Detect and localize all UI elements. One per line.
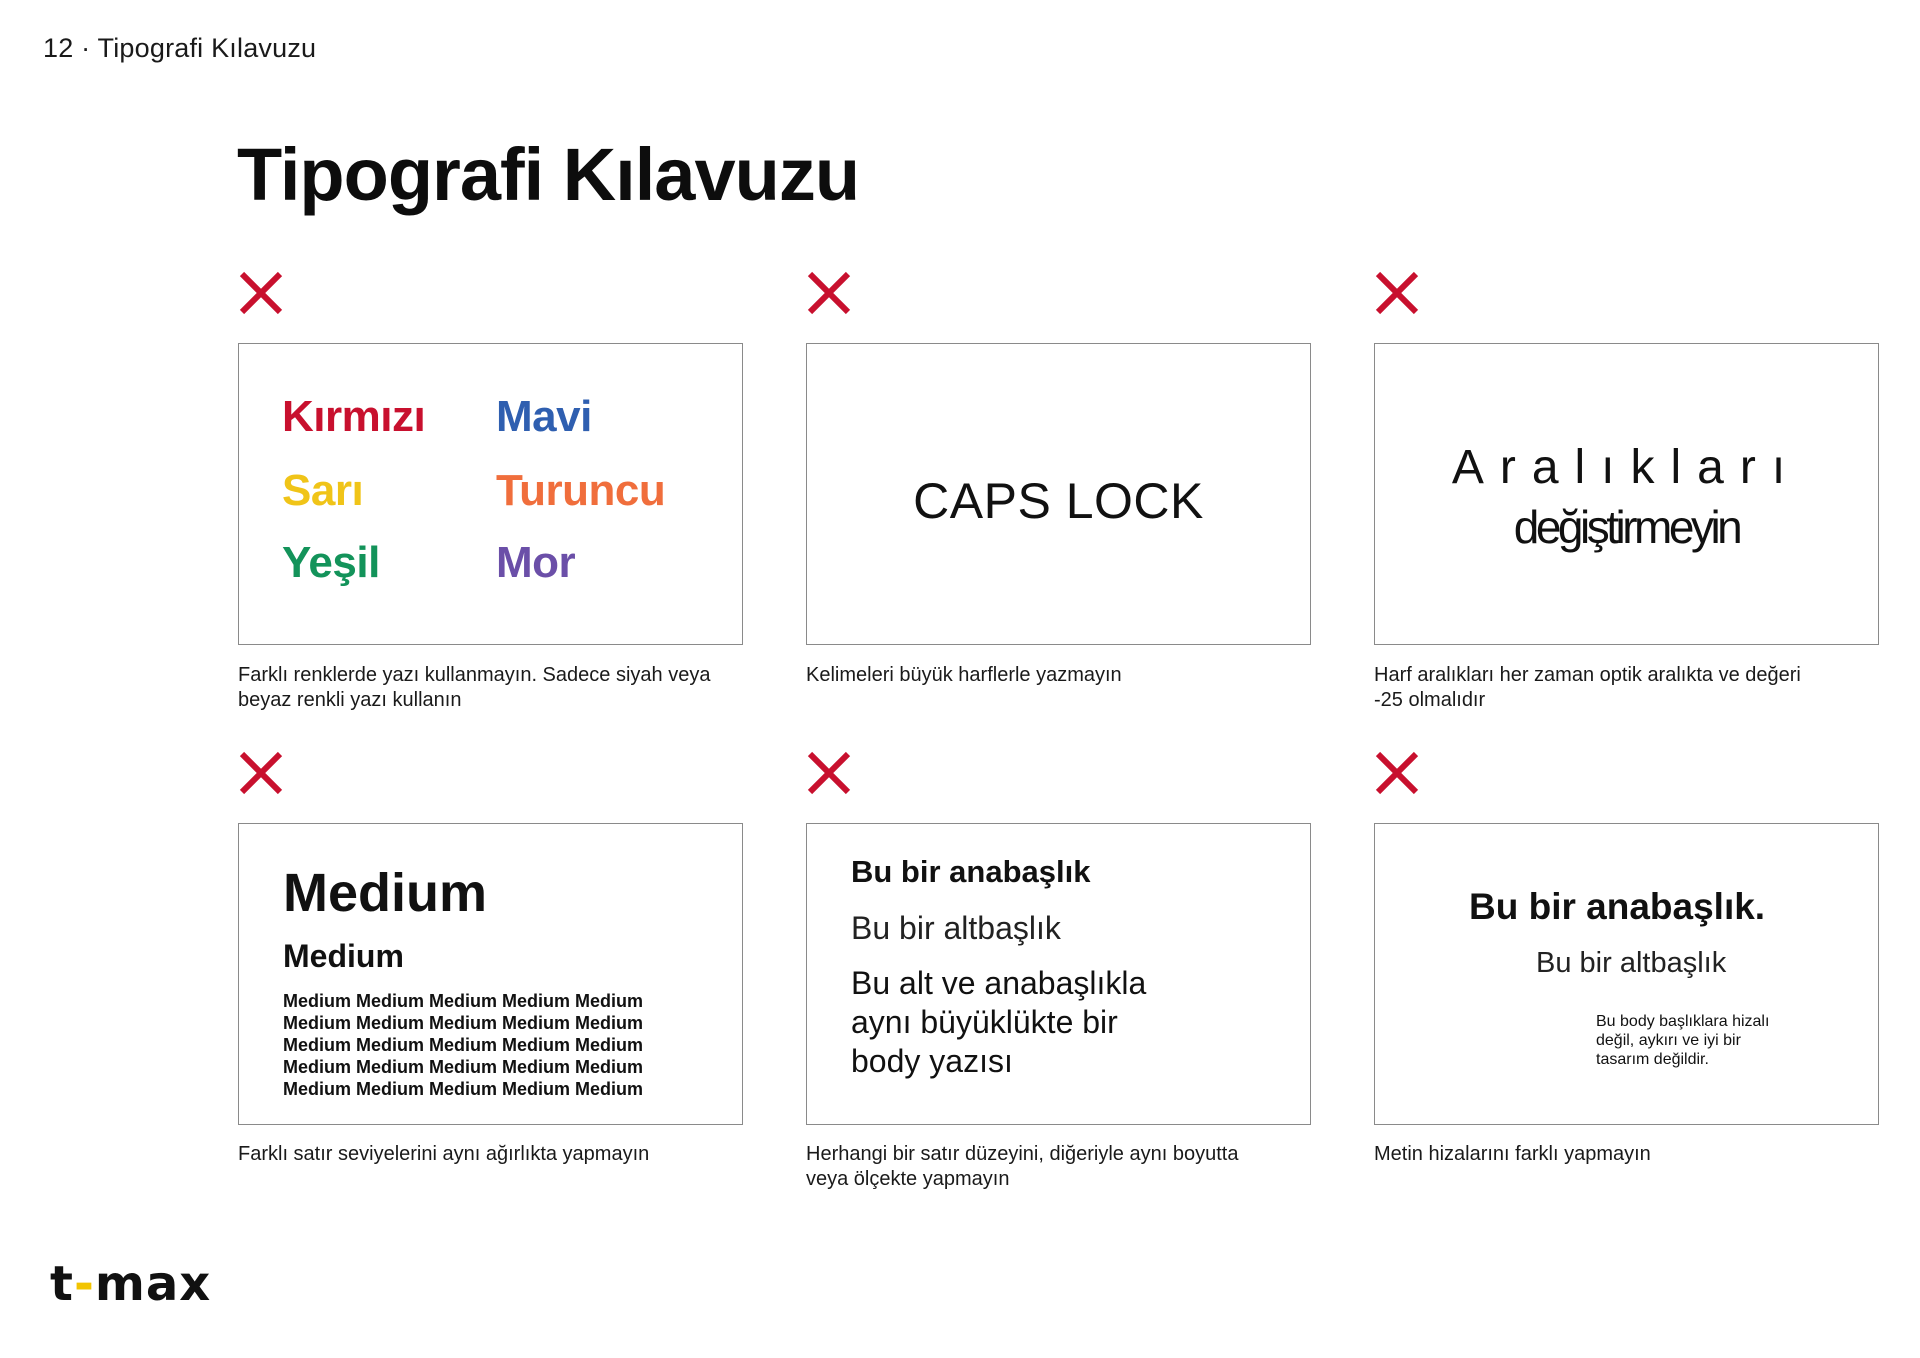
same-size-subheading: Bu bir altbaşlık xyxy=(851,910,1061,946)
caption-alignment: Metin hizalarını farklı yapmayın xyxy=(1374,1143,1651,1165)
page-title: Tipografi Kılavuzu xyxy=(237,133,860,216)
card-alignment xyxy=(1374,823,1879,1125)
card-caps xyxy=(806,343,1311,645)
caption-weights: Farklı satır seviyelerini aynı ağırlıkta yapmayın xyxy=(238,1143,650,1165)
alignment-body: Bu body başlıklara hizalı değil, aykırı ve iyi bir tasarım değildir. xyxy=(1596,1013,1770,1068)
color-word-green: Yeşil xyxy=(282,538,380,587)
color-word-purple: Mor xyxy=(496,538,576,587)
color-word-yellow: Sarı xyxy=(282,466,364,515)
caption-colors: Farklı renklerde yazı kullanmayın. Sadece siyah veya beyaz renkli yazı kullanın xyxy=(238,664,711,711)
card-weights xyxy=(238,823,743,1125)
color-word-blue: Mavi xyxy=(496,392,592,441)
weight-small-block: Medium Medium Medium Medium Medium Medium Medium Medium Medium Medium Medium Medium Medium Medium Medium Medium Medium Medium Medium Medium Medium Medium Medium Medium Medium xyxy=(283,991,644,1099)
color-word-orange: Turuncu xyxy=(496,466,666,515)
color-word-red: Kırmızı xyxy=(282,392,426,441)
same-size-body: Bu alt ve anabaşlıkla aynı büyüklükte bir body yazısı xyxy=(851,965,1147,1079)
tight-spacing-text: değiştirmeyin xyxy=(1513,501,1740,553)
tmax-logo: t-max xyxy=(50,1256,212,1312)
page-header: 12 · Tipografi Kılavuzu xyxy=(43,33,317,63)
weight-mid-text: Medium xyxy=(283,938,404,974)
caption-caps: Kelimeleri büyük harflerle yazmayın xyxy=(806,664,1122,686)
alignment-heading: Bu bir anabaşlık. xyxy=(1469,886,1766,927)
x-icon xyxy=(1374,750,1420,796)
x-icon xyxy=(1374,270,1420,316)
card-same-size xyxy=(806,823,1311,1125)
x-icon xyxy=(238,750,284,796)
alignment-subheading: Bu bir altbaşlık xyxy=(1536,947,1727,979)
x-icon xyxy=(806,270,852,316)
weight-big-text: Medium xyxy=(283,863,488,923)
caption-spacing: Harf aralıkları her zaman optik aralıkta ve değeri -25 olmalıdır xyxy=(1374,664,1801,711)
wide-spacing-text: Aralıkları xyxy=(1451,441,1802,494)
caps-lock-text: CAPS LOCK xyxy=(913,473,1204,529)
card-spacing xyxy=(1374,343,1879,645)
caption-same-size: Herhangi bir satır düzeyini, diğeriyle aynı boyutta veya ölçekte yapmayın xyxy=(806,1143,1239,1190)
card-colors xyxy=(238,343,743,645)
x-icon xyxy=(806,750,852,796)
same-size-heading: Bu bir anabaşlık xyxy=(851,854,1091,889)
x-icon xyxy=(238,270,284,316)
